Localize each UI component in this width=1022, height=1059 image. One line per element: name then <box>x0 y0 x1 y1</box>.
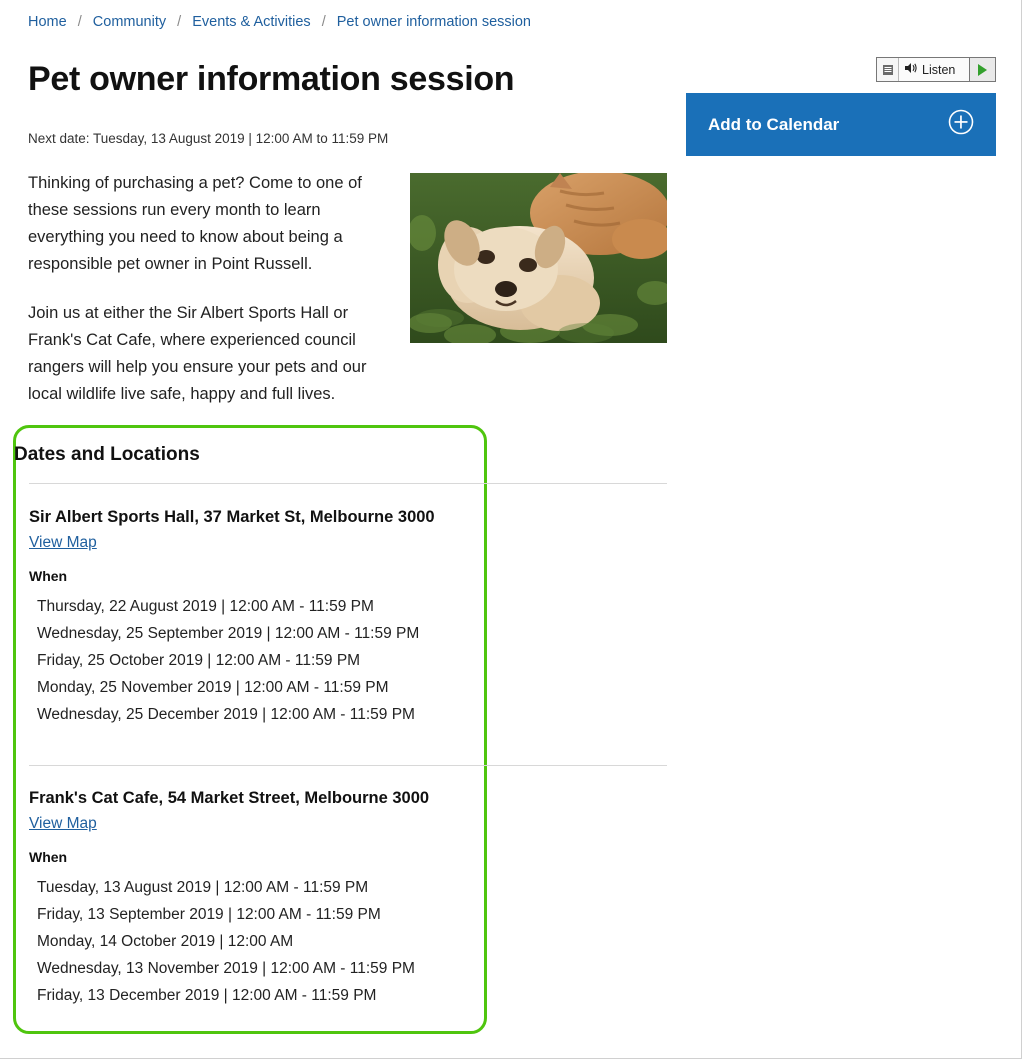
intro-paragraph-2: Join us at either the Sir Albert Sports Hall or Frank's Cat Cafe, where experienced council rangers will help you ensure your pets and our local wildlife live safe, happy and full lives. <box>28 304 367 403</box>
when-date-item: Monday, 14 October 2019 | 12:00 AM <box>37 933 294 950</box>
dates-and-locations-section <box>0 441 1022 466</box>
breadcrumb-item-current: Pet owner information session <box>336 14 532 30</box>
add-to-calendar-label: Add to Calendar <box>708 114 840 134</box>
dates-and-locations-heading: Dates and Locations <box>14 444 200 465</box>
breadcrumb-separator: / <box>177 14 182 30</box>
view-map-link[interactable]: View Map <box>29 815 97 832</box>
when-date-item: Monday, 25 November 2019 | 12:00 AM - 11:59 PM <box>37 679 389 696</box>
event-photo <box>410 173 667 343</box>
when-date-list <box>29 593 669 728</box>
when-date-item: Wednesday, 25 September 2019 | 12:00 AM - 11:59 PM <box>37 625 420 642</box>
when-label: When <box>29 568 68 584</box>
add-to-calendar-button[interactable] <box>686 93 996 156</box>
breadcrumb-item-events-activities[interactable]: Events & Activities <box>192 14 311 30</box>
breadcrumb <box>28 14 531 30</box>
when-date-item: Friday, 25 October 2019 | 12:00 AM - 11:59 PM <box>37 652 361 669</box>
when-date-item: Thursday, 22 August 2019 | 12:00 AM - 11:59 PM <box>37 598 374 615</box>
document-icon <box>877 58 899 81</box>
breadcrumb-item-home[interactable]: Home <box>28 14 67 30</box>
play-icon[interactable] <box>969 58 995 81</box>
breadcrumb-item-community[interactable]: Community <box>92 14 167 30</box>
speaker-icon <box>904 62 918 77</box>
when-date-item: Friday, 13 December 2019 | 12:00 AM - 11:59 PM <box>37 987 377 1004</box>
listen-button[interactable] <box>899 58 969 81</box>
when-date-item: Tuesday, 13 August 2019 | 12:00 AM - 11:59 PM <box>37 879 369 896</box>
page-title: Pet owner information session <box>28 60 515 98</box>
listen-widget[interactable] <box>876 57 996 82</box>
when-date-item: Wednesday, 25 December 2019 | 12:00 AM - 11:59 PM <box>37 706 415 723</box>
intro-paragraph-1: Thinking of purchasing a pet? Come to one of these sessions run every month to learn everything you need to know about being a responsible pet owner in Point Russell. <box>28 174 362 273</box>
plus-circle-icon <box>948 109 974 140</box>
breadcrumb-separator: / <box>77 14 82 30</box>
location-block <box>29 789 669 1009</box>
divider <box>29 765 667 766</box>
breadcrumb-separator: / <box>321 14 326 30</box>
location-block <box>29 508 669 728</box>
when-date-item: Friday, 13 September 2019 | 12:00 AM - 11:59 PM <box>37 906 381 923</box>
divider <box>29 483 667 484</box>
location-name: Frank's Cat Cafe, 54 Market Street, Melbourne 3000 <box>29 789 430 807</box>
intro-text <box>28 170 388 430</box>
next-date-text: Next date: Tuesday, 13 August 2019 | 12:00 AM to 11:59 PM <box>28 131 389 146</box>
when-date-list <box>29 874 669 1009</box>
when-date-item: Wednesday, 13 November 2019 | 12:00 AM - 11:59 PM <box>37 960 415 977</box>
view-map-link[interactable]: View Map <box>29 534 97 551</box>
location-name: Sir Albert Sports Hall, 37 Market St, Melbourne 3000 <box>29 508 435 526</box>
when-label: When <box>29 849 68 865</box>
listen-label: Listen <box>922 62 956 77</box>
